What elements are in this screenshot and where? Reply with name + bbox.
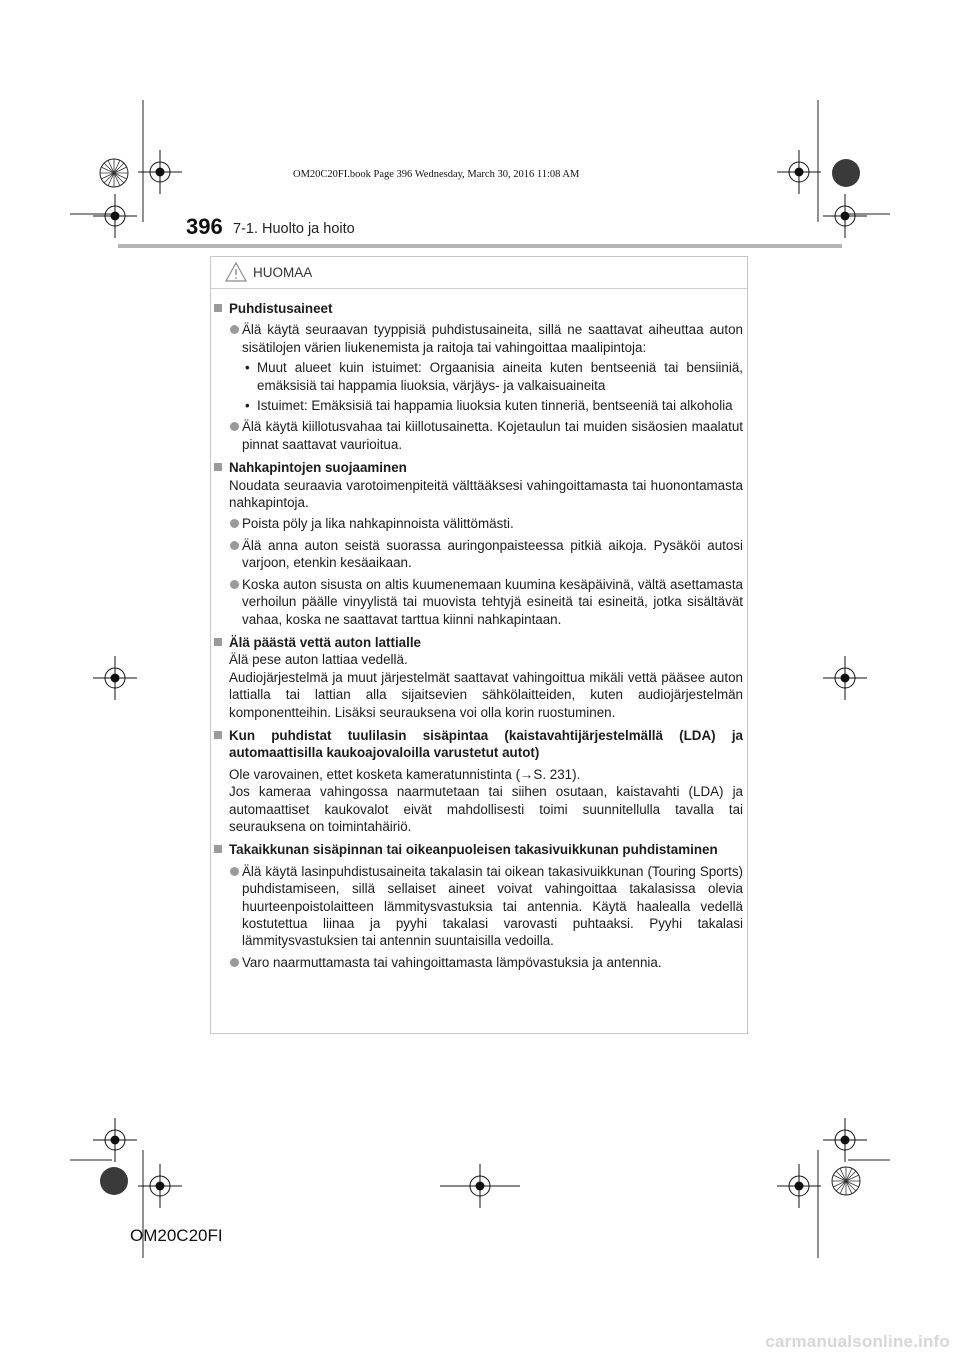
crosshair-target-icon — [138, 150, 182, 194]
section-heading: Kun puhdistat tuulilasin sisäpintaa (kaistavahtijärjestelmällä (LDA) ja automaattisilla kaukoajovaloilla varustetut autot) — [213, 727, 743, 762]
notice-section — [213, 459, 743, 628]
paragraph: Noudata seuraavia varotoimenpiteitä välttääksesi vahingoittamasta tai huonontamasta nahkapintoja. — [229, 477, 743, 511]
crosshair-target-icon — [138, 1164, 182, 1208]
notice-title: HUOMAA — [253, 265, 313, 280]
crosshair-target-icon — [823, 1118, 867, 1162]
starburst-mark-icon — [831, 158, 861, 188]
list-item: Älä käytä lasinpuhdistusaineita takalasin tai oikean takasivuikkunan (Touring Sports) puhdistamiseen, sillä sellaiset aineet voivat vahingoittaa takalasissa olevia huurteenpoistolaitteen lämmitysvastuksia tai antennia. Käytä haalealla vedellä kostutettua liinaa ja pyyhi takalasi varovasti puhtaaksi. Pyyhi takalasi lämmitysvastuksien tai antennin suuntaisilla vedoilla. — [213, 863, 743, 950]
crosshair-target-icon — [93, 1118, 137, 1162]
notice-section — [213, 300, 743, 453]
crosshair-target-icon — [93, 194, 137, 238]
warning-triangle-icon — [225, 262, 247, 282]
starburst-mark-icon — [99, 1166, 129, 1196]
crosshair-target-icon — [777, 150, 821, 194]
round-bullet-icon — [230, 325, 239, 334]
section-title: 7-1. Huolto ja hoito — [233, 221, 355, 237]
watermark: carmanualsonline.info — [765, 1332, 950, 1351]
section-heading: Takaikkunan sisäpinnan tai oikeanpuoleisen takasivuikkunan puhdistaminen — [213, 841, 743, 858]
section-heading: Älä päästä vettä auton lattialle — [213, 634, 743, 651]
list-item: Koska auton sisusta on altis kuumenemaan kuumina kesäpäivinä, vältä asettamasta verhoilun päälle vinyylistä tai muovista tehtyjä esineitä tai esineitä, jotka sisältävät vahaa, koska ne saattavat tarttua kiinni nahkapintaan. — [213, 576, 743, 628]
round-bullet-icon — [230, 519, 239, 528]
round-bullet-icon — [230, 422, 239, 431]
paragraph: Älä pese auton lattiaa vedellä. — [229, 652, 408, 668]
list-item: Älä käytä kiillotusvahaa tai kiillotusainetta. Kojetaulun tai muiden sisäosien maalatut pinnat saattavat vaurioitua. — [213, 418, 743, 453]
crosshair-target-icon — [823, 656, 867, 700]
list-item: Poista pöly ja lika nahkapinnoista välittömästi. — [213, 515, 743, 532]
book-info: OM20C20FI.book Page 396 Wednesday, March 30, 2016 11:08 AM — [293, 169, 580, 180]
sub-list-item: • Istuimet: Emäksisiä tai happamia liuoksia kuten tinneriä, bentseeniä tai alkoholia — [245, 398, 733, 414]
round-bullet-icon — [230, 541, 239, 550]
starburst-mark-icon — [99, 158, 129, 188]
round-bullet-icon — [230, 580, 239, 589]
sub-list-item: • Muut alueet kuin istuimet: Orgaanisia aineita kuten bentseeniä tai bensiiniä, emäksisiä tai happamia liuoksia, värjäys- ja valkaisuaineita — [245, 360, 743, 393]
paragraph: Audiojärjestelmä ja muut järjestelmät saattavat vahingoittua mikäli vettä pääsee auton lattialla tai lattian alla sijaitsevien sähkölaitteiden, kuten audiojärjestelmän komponentteihin. Lisäksi seurauksena voi olla korin ruostuminen. — [229, 669, 743, 720]
round-bullet-icon — [230, 958, 239, 967]
list-item: Älä käytä seuraavan tyyppisiä puhdistusaineita, sillä ne saattavat aiheuttaa auton sisätilojen värien liukenemista ja raitoja tai vahingoittaa maalipintoja: — [213, 321, 743, 356]
manual-code: OM20C20FI — [130, 1226, 223, 1245]
crosshair-target-icon — [777, 1164, 821, 1208]
crosshair-target-icon — [823, 194, 867, 238]
list-item: Varo naarmuttamasta tai vahingoittamasta lämpövastuksia ja antennia. — [213, 954, 743, 971]
round-bullet-icon — [230, 867, 239, 876]
notice-header — [211, 257, 747, 289]
crosshair-target-icon — [440, 1164, 520, 1208]
section-heading: Nahkapintojen suojaaminen — [213, 459, 743, 476]
square-bullet-icon — [214, 304, 222, 312]
square-bullet-icon — [214, 463, 222, 471]
paragraph: Ole varovainen, ettet kosketa kameratunnistinta (→S. 231). — [229, 766, 581, 782]
starburst-mark-icon — [831, 1166, 861, 1196]
square-bullet-icon — [214, 731, 222, 739]
paragraph: Jos kameraa vahingossa naarmutetaan tai siihen osutaan, kaistavahti (LDA) ja automaattiset kaukovalot eivät mahdollisesti toimi suunnitellulla tavalla tai seurauksena on toimintahäiriö. — [229, 784, 743, 834]
notice-section — [213, 727, 743, 835]
section-heading: Puhdistusaineet — [213, 300, 743, 317]
page-number: 396 — [186, 214, 223, 239]
list-item: Älä anna auton seistä suorassa auringonpaisteessa pitkiä aikoja. Pysäköi autosi varjoon, etenkin kesäaikaan. — [213, 537, 743, 572]
notice-section — [213, 634, 743, 721]
notice-content — [213, 300, 743, 975]
notice-section — [213, 841, 743, 971]
square-bullet-icon — [214, 638, 222, 646]
header-rule — [118, 244, 842, 248]
square-bullet-icon — [214, 845, 222, 853]
crosshair-target-icon — [93, 656, 137, 700]
